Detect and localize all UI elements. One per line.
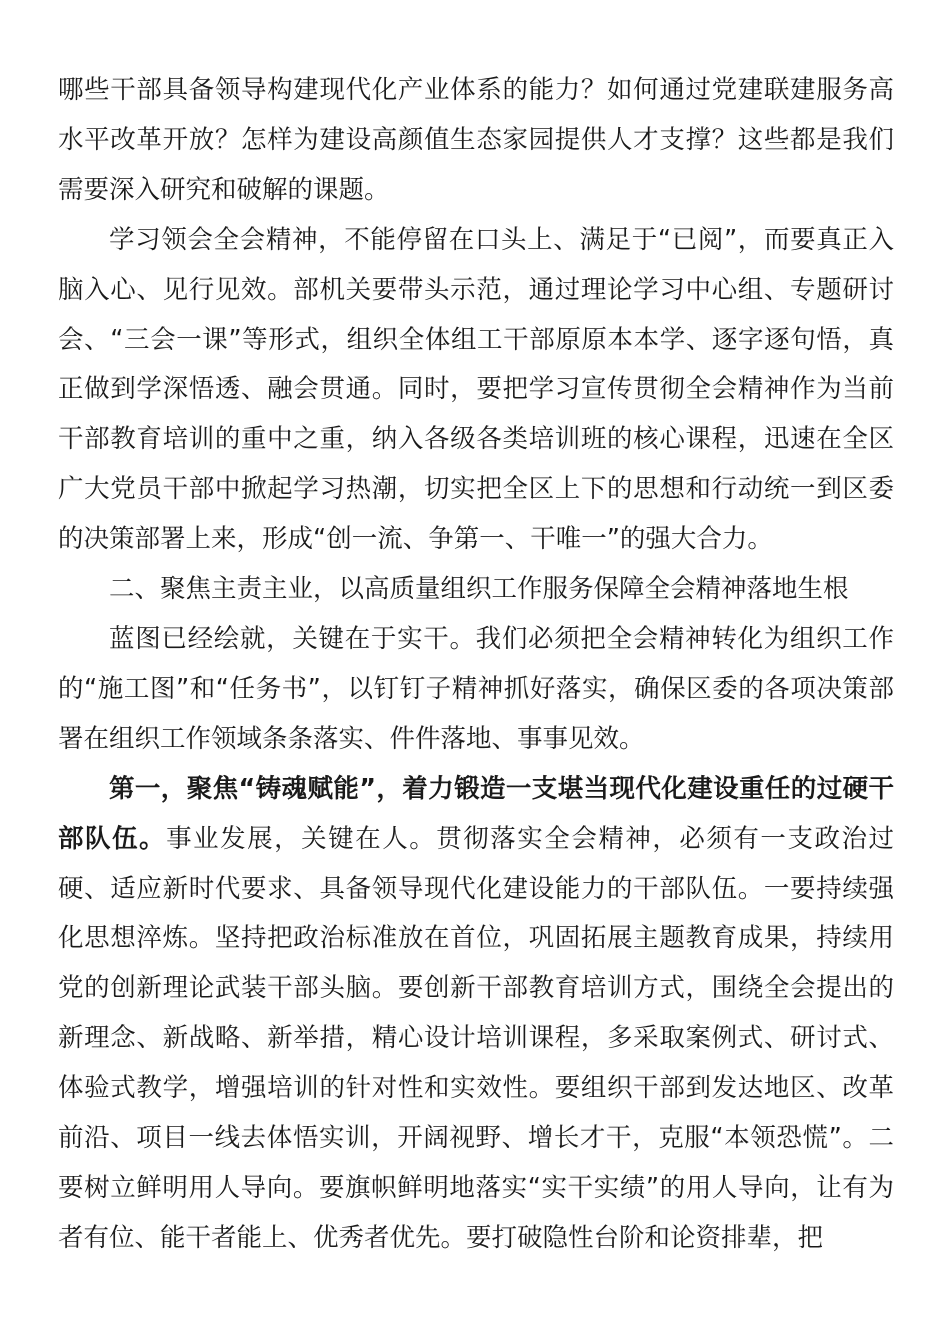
document-page (58, 66, 894, 1264)
paragraph-continuation: 哪些干部具备领导构建现代化产业体系的能力？如何通过党建联建服务高水平改革开放？怎样为建设高颜值生态家园提供人才支撑？这些都是我们需要深入研究和破解的课题。 (58, 75, 894, 205)
paragraph-first-point-lead: 第一，聚焦“铸魂赋能”，着力锻造一支堪当现代化建设重任的过硬干部队伍。 (58, 773, 894, 854)
paragraph-first-point (58, 765, 894, 1264)
paragraph-blueprint: 蓝图已经绘就，关键在于实干。我们必须把全会精神转化为组织工作的“施工图”和“任务书”，以钉钉子精神抓好落实，确保区委的各项决策部署在组织工作领域条条落实、件件落地、事事见效。 (58, 623, 894, 754)
section-heading-two: 二、聚焦主责主业，以高质量组织工作服务保障全会精神落地生根 (109, 574, 849, 605)
paragraph-first-point-body: 事业发展，关键在人。贯彻落实全会精神，必须有一支政治过硬、适应新时代要求、具备领导现代化建设能力的干部队伍。一要持续强化思想淬炼。坚持把政治标准放在首位，巩固拓展主题教育成果，持续用党的创新理论武装干部头脑。要创新干部教育培训方式，围绕全会提出的新理念、新战略、新举措，精心设计培训课程，多采取案例式、研讨式、体验式教学，增强培训的针对性和实效性。要组织干部到发达地区、改革前沿、项目一线去体悟实训，开阔视野、增长才干，克服“本领恐慌”。二要树立鲜明用人导向。要旗帜鲜明地落实“实干实绩”的用人导向，让有为者有位、能干者能上、优秀者优先。要打破隐性台阶和论资排辈，把 (58, 823, 894, 1253)
paragraph-study-spirit: 学习领会全会精神，不能停留在口头上、满足于“已阅”，而要真正入脑入心、见行见效。部机关要带头示范，通过理论学习中心组、专题研讨会、“三会一课”等形式，组织全体组工干部原原本本学、逐字逐句悟，真正做到学深悟透、融会贯通。同时，要把学习宣传贯彻全会精神作为当前干部教育培训的重中之重，纳入各级各类培训班的核心课程，迅速在全区广大党员干部中掀起学习热潮，切实把全区上下的思想和行动统一到区委的决策部署上来，形成“创一流、争第一、干唯一”的强大合力。 (58, 224, 894, 555)
